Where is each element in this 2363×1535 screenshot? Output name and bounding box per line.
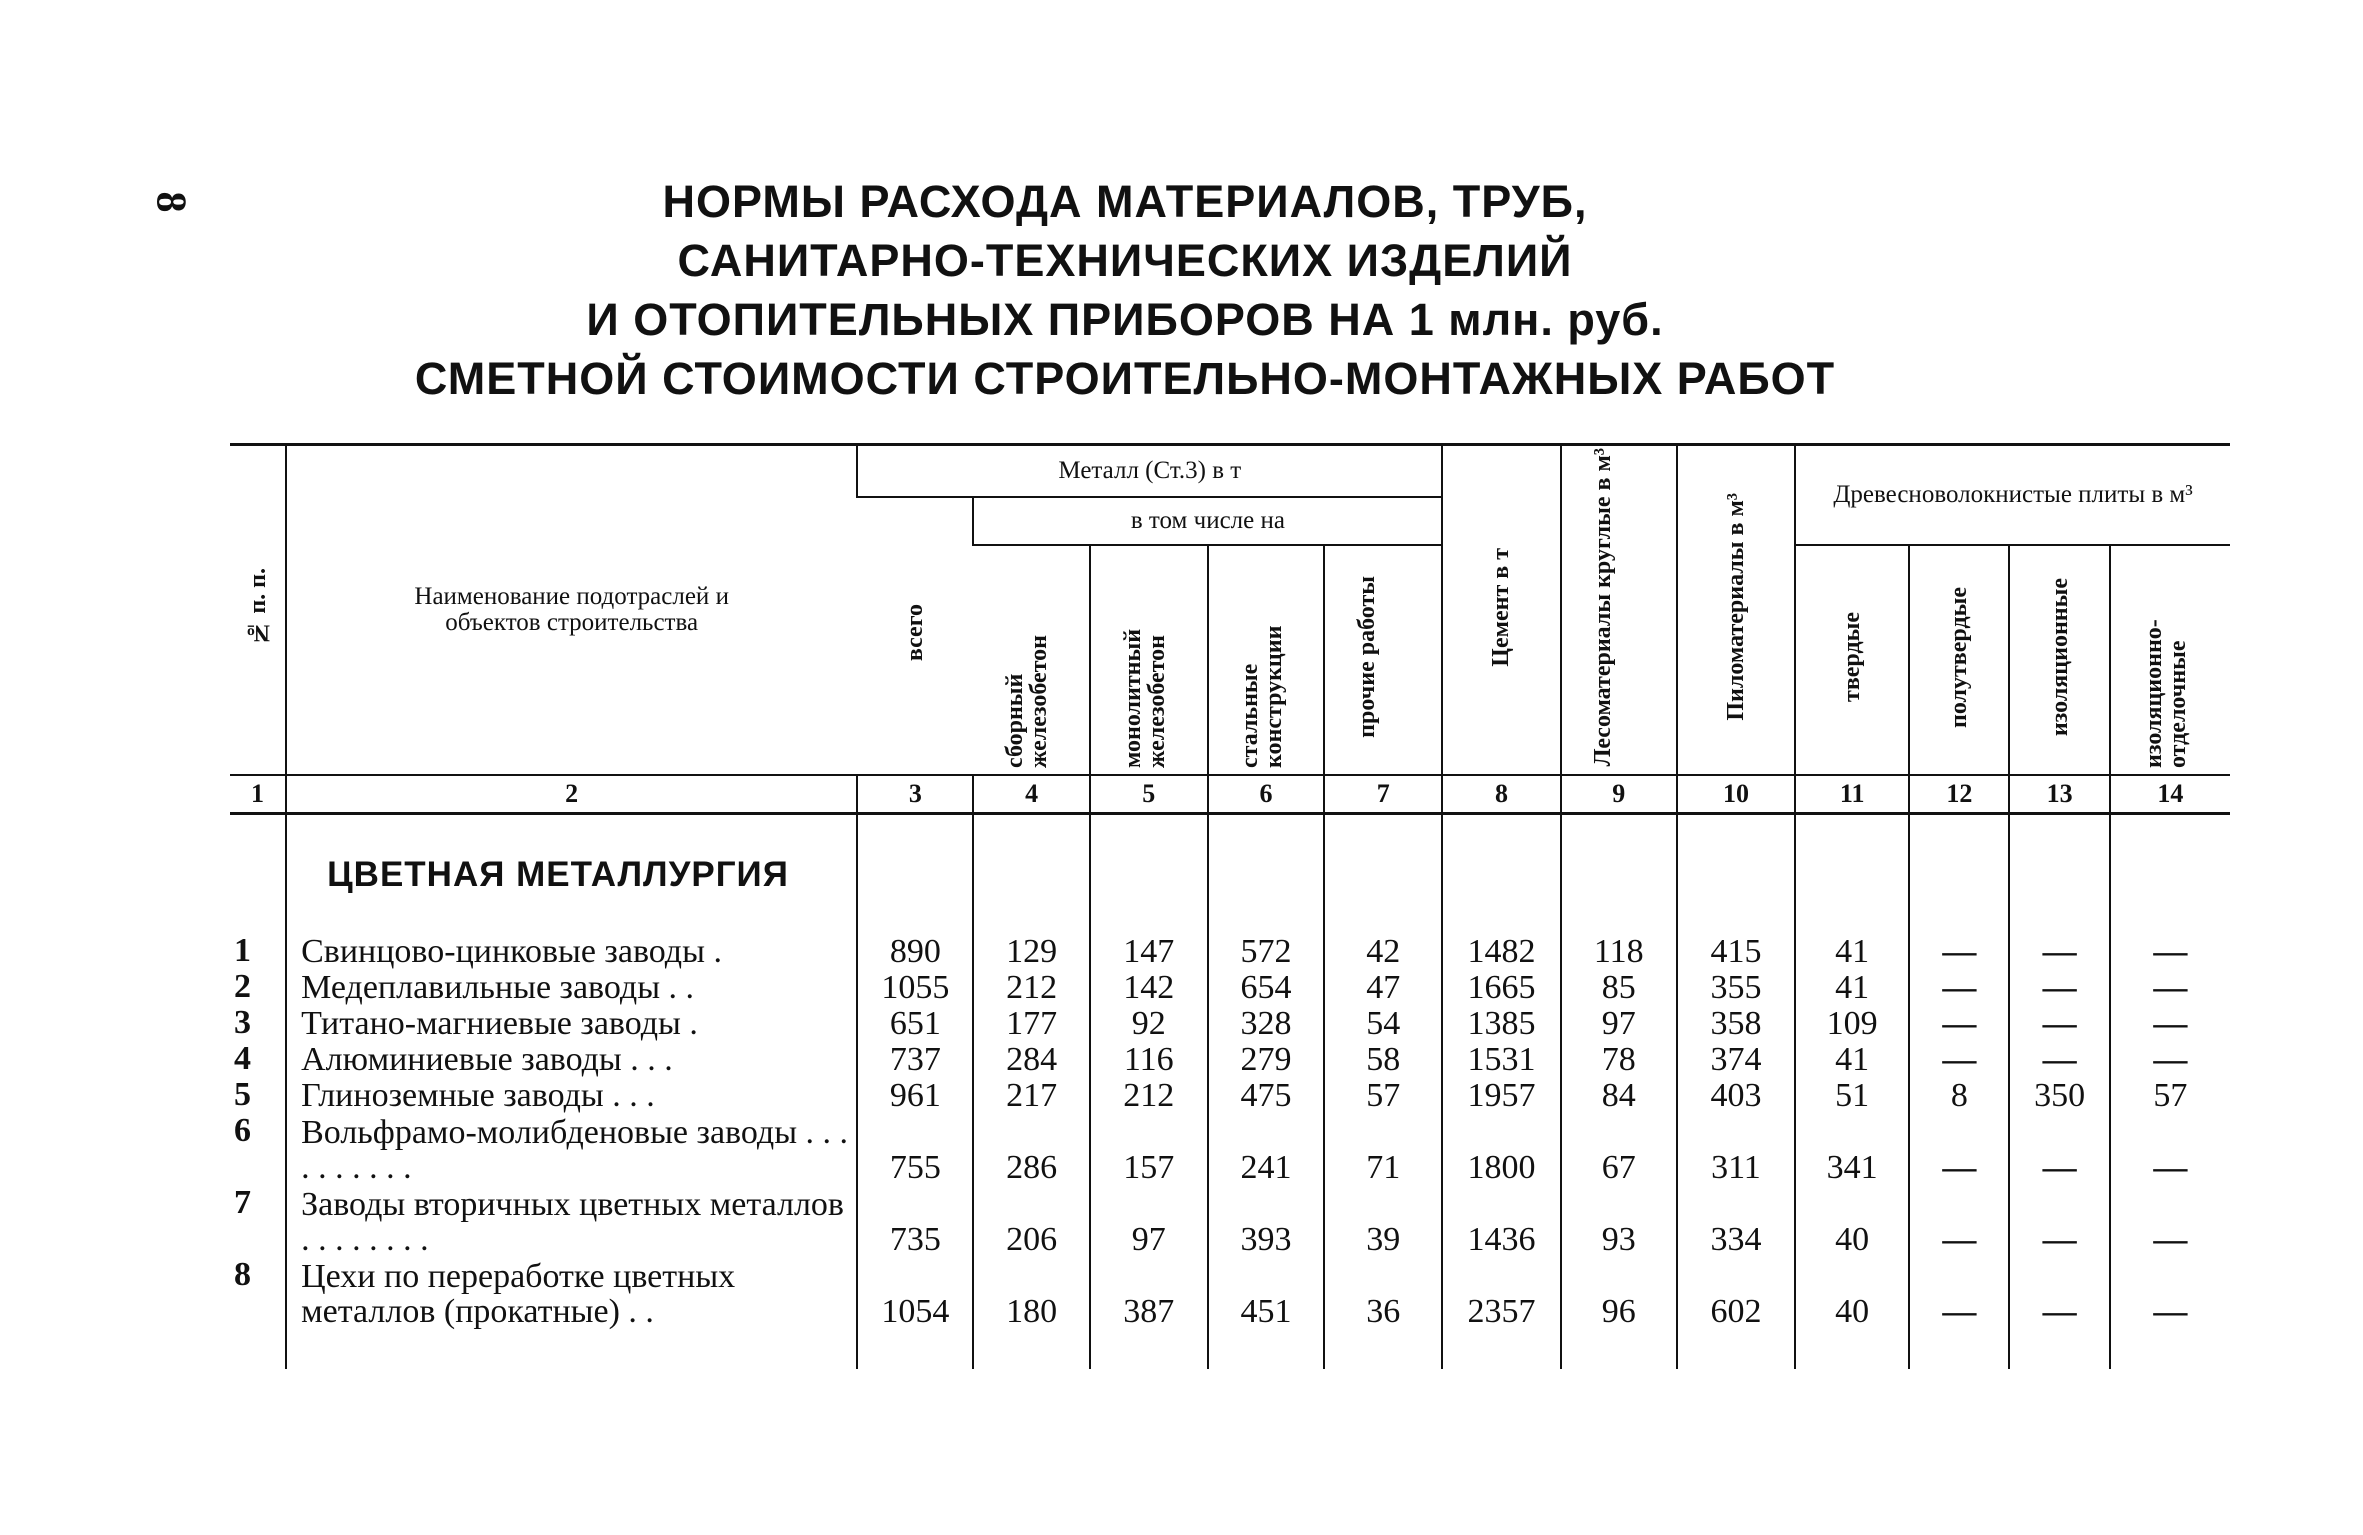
table-cell: 41 bbox=[1795, 933, 1909, 969]
table-cell: 1800 bbox=[1442, 1113, 1560, 1185]
table-cell: 1436 bbox=[1442, 1185, 1560, 1257]
table-cell: 286 bbox=[973, 1113, 1089, 1185]
table-cell: 1385 bbox=[1442, 1005, 1560, 1041]
table-cell: 40 bbox=[1795, 1257, 1909, 1329]
header-other: прочие работы bbox=[1324, 545, 1442, 775]
table-cell: — bbox=[2009, 1185, 2109, 1257]
section-title: ЦВЕТНАЯ МЕТАЛЛУРГИЯ bbox=[286, 814, 857, 934]
title-line: САНИТАРНО-ТЕХНИЧЕСКИХ ИЗДЕЛИЙ bbox=[677, 235, 1573, 286]
table-cell: 334 bbox=[1677, 1185, 1795, 1257]
table-row bbox=[230, 1257, 2230, 1329]
spacer-cell bbox=[1561, 1329, 1677, 1369]
row-number: 1 bbox=[234, 932, 251, 969]
table-cell: 735 bbox=[857, 1185, 973, 1257]
table-cell: 36 bbox=[1324, 1257, 1442, 1329]
spacer-cell bbox=[2009, 1329, 2109, 1369]
column-number: 12 bbox=[1909, 775, 2009, 814]
table-cell: — bbox=[1909, 933, 2009, 969]
table-cell: — bbox=[2009, 1257, 2109, 1329]
table-cell: 116 bbox=[1090, 1041, 1208, 1077]
table-cell: 180 bbox=[973, 1257, 1089, 1329]
table-row bbox=[230, 969, 2230, 1005]
table-cell: 2357 bbox=[1442, 1257, 1560, 1329]
table-cell: 41 bbox=[1795, 1041, 1909, 1077]
spacer-cell bbox=[286, 1329, 857, 1369]
header-metal-group: Металл (Ст.3) в т bbox=[857, 445, 1442, 498]
spacer-cell bbox=[1208, 1329, 1324, 1369]
table-cell: 890 bbox=[857, 933, 973, 969]
row-number: 6 bbox=[234, 1112, 251, 1149]
table-cell: 109 bbox=[1795, 1005, 1909, 1041]
row-name: Алюминиевые заводы . . . bbox=[286, 1041, 857, 1077]
row-name: Глиноземные заводы . . . bbox=[286, 1077, 857, 1113]
header-insul-fin: изоляционно-отделочные bbox=[2110, 545, 2230, 775]
table-cell: 1054 bbox=[857, 1257, 973, 1329]
table-cell: 67 bbox=[1561, 1113, 1677, 1185]
table-cell: 96 bbox=[1561, 1257, 1677, 1329]
column-number: 8 bbox=[1442, 775, 1560, 814]
table-cell: 212 bbox=[973, 969, 1089, 1005]
table-cell: 93 bbox=[1561, 1185, 1677, 1257]
column-number: 10 bbox=[1677, 775, 1795, 814]
table-cell: 217 bbox=[973, 1077, 1089, 1113]
table-cell: 284 bbox=[973, 1041, 1089, 1077]
spacer-cell bbox=[857, 1329, 973, 1369]
header-metal-sub: в том числе на bbox=[973, 497, 1442, 545]
table-cell: — bbox=[2009, 933, 2109, 969]
table-cell: 71 bbox=[1324, 1113, 1442, 1185]
table-cell: 157 bbox=[1090, 1113, 1208, 1185]
column-number: 6 bbox=[1208, 775, 1324, 814]
spacer-cell bbox=[230, 1329, 286, 1369]
table-cell: 212 bbox=[1090, 1077, 1208, 1113]
row-name: Цехи по переработке цветных металлов (прокатные) . . bbox=[286, 1257, 857, 1329]
table-row bbox=[230, 1185, 2230, 1257]
spacer-cell bbox=[1795, 1329, 1909, 1369]
table-cell: 40 bbox=[1795, 1185, 1909, 1257]
table-cell: — bbox=[2009, 1005, 2109, 1041]
column-number: 2 bbox=[286, 775, 857, 814]
table-cell: 1665 bbox=[1442, 969, 1560, 1005]
spacer-cell bbox=[973, 1329, 1089, 1369]
table-cell: 97 bbox=[1090, 1185, 1208, 1257]
title-line: СМЕТНОЙ СТОИМОСТИ СТРОИТЕЛЬНО-МОНТАЖНЫХ РАБОТ bbox=[414, 353, 1836, 404]
row-number: 3 bbox=[234, 1004, 251, 1041]
row-number: 7 bbox=[234, 1184, 251, 1221]
table-row bbox=[230, 1113, 2230, 1185]
table-cell: 341 bbox=[1795, 1113, 1909, 1185]
header-precast: сборный железобетон bbox=[1002, 635, 1053, 768]
table-cell: 129 bbox=[973, 933, 1089, 969]
table-cell: — bbox=[2009, 1041, 2109, 1077]
table-cell: 415 bbox=[1677, 933, 1795, 969]
row-name: Титано-магниевые заводы . bbox=[286, 1005, 857, 1041]
table-cell: 755 bbox=[857, 1113, 973, 1185]
header-total: всего bbox=[901, 604, 928, 662]
column-number: 9 bbox=[1561, 775, 1677, 814]
column-number: 1 bbox=[230, 775, 286, 814]
table-cell: 393 bbox=[1208, 1185, 1324, 1257]
header-fiberboard-group: Древесноволокнистые плиты в м³ bbox=[1795, 445, 2230, 546]
spacer-cell bbox=[1324, 1329, 1442, 1369]
table-cell: — bbox=[2110, 933, 2230, 969]
column-number: 3 bbox=[857, 775, 973, 814]
table-cell: — bbox=[1909, 1185, 2009, 1257]
table-cell: 42 bbox=[1324, 933, 1442, 969]
table-cell: 241 bbox=[1208, 1113, 1324, 1185]
table-cell: 84 bbox=[1561, 1077, 1677, 1113]
table-cell: 961 bbox=[857, 1077, 973, 1113]
table-cell: 475 bbox=[1208, 1077, 1324, 1113]
title-line: НОРМЫ РАСХОДА МАТЕРИАЛОВ, ТРУБ, bbox=[662, 176, 1588, 227]
table-cell: 1531 bbox=[1442, 1041, 1560, 1077]
norms-table-container bbox=[230, 443, 2230, 1369]
table-cell: — bbox=[1909, 969, 2009, 1005]
table-cell: 1957 bbox=[1442, 1077, 1560, 1113]
spacer-cell bbox=[1677, 1329, 1795, 1369]
table-cell: 118 bbox=[1561, 933, 1677, 969]
column-number: 5 bbox=[1090, 775, 1208, 814]
table-cell: 97 bbox=[1561, 1005, 1677, 1041]
table-body bbox=[230, 814, 2230, 1370]
table-cell: — bbox=[2110, 1005, 2230, 1041]
table-cell: 654 bbox=[1208, 969, 1324, 1005]
table-cell: 8 bbox=[1909, 1077, 2009, 1113]
spacer-cell bbox=[1442, 1329, 1560, 1369]
table-cell: 602 bbox=[1677, 1257, 1795, 1329]
header-hard: твердые bbox=[1795, 545, 1909, 775]
document-title bbox=[300, 172, 1950, 408]
header-no: № п. п. bbox=[244, 568, 271, 646]
norms-table bbox=[230, 443, 2230, 1369]
table-cell: — bbox=[2110, 1185, 2230, 1257]
table-cell: 1482 bbox=[1442, 933, 1560, 969]
table-cell: 39 bbox=[1324, 1185, 1442, 1257]
header-name: Наименование подотраслей и объектов строительства bbox=[286, 445, 857, 776]
row-number: 4 bbox=[234, 1040, 251, 1077]
section-row bbox=[230, 814, 2230, 934]
table-cell: 358 bbox=[1677, 1005, 1795, 1041]
table-cell: 387 bbox=[1090, 1257, 1208, 1329]
table-cell: — bbox=[1909, 1257, 2009, 1329]
header-cement: Цемент в т bbox=[1442, 445, 1560, 776]
header-round-timber: Лесоматериалы круглые в м³ bbox=[1561, 445, 1677, 776]
row-number: 5 bbox=[234, 1076, 251, 1113]
table-cell: 1055 bbox=[857, 969, 973, 1005]
column-number: 4 bbox=[973, 775, 1089, 814]
spacer-cell bbox=[2110, 1329, 2230, 1369]
table-cell: 78 bbox=[1561, 1041, 1677, 1077]
column-number: 13 bbox=[2009, 775, 2109, 814]
table-cell: 206 bbox=[973, 1185, 1089, 1257]
table-cell: 41 bbox=[1795, 969, 1909, 1005]
title-line: И ОТОПИТЕЛЬНЫХ ПРИБОРОВ НА 1 млн. руб. bbox=[586, 294, 1664, 345]
header-insul: изоляционные bbox=[2009, 545, 2109, 775]
header-monolith: монолитный железобетон bbox=[1090, 545, 1208, 775]
table-bottom-spacer bbox=[230, 1329, 2230, 1369]
table-cell: 92 bbox=[1090, 1005, 1208, 1041]
column-number: 14 bbox=[2110, 775, 2230, 814]
table-cell: 51 bbox=[1795, 1077, 1909, 1113]
table-row bbox=[230, 1077, 2230, 1113]
spacer-cell bbox=[1090, 1329, 1208, 1369]
column-number: 11 bbox=[1795, 775, 1909, 814]
table-cell: 58 bbox=[1324, 1041, 1442, 1077]
table-cell: 374 bbox=[1677, 1041, 1795, 1077]
table-cell: 47 bbox=[1324, 969, 1442, 1005]
table-cell: — bbox=[2009, 1113, 2109, 1185]
table-cell: — bbox=[1909, 1113, 2009, 1185]
table-cell: — bbox=[2110, 1113, 2230, 1185]
table-cell: 57 bbox=[1324, 1077, 1442, 1113]
table-cell: 311 bbox=[1677, 1113, 1795, 1185]
table-cell: 350 bbox=[2009, 1077, 2109, 1113]
row-number: 8 bbox=[234, 1256, 251, 1293]
table-cell: 177 bbox=[973, 1005, 1089, 1041]
table-cell: — bbox=[2110, 1041, 2230, 1077]
table-cell: 651 bbox=[857, 1005, 973, 1041]
table-cell: — bbox=[2110, 969, 2230, 1005]
table-cell: 142 bbox=[1090, 969, 1208, 1005]
table-cell: — bbox=[2110, 1257, 2230, 1329]
table-cell: 328 bbox=[1208, 1005, 1324, 1041]
row-name: Медеплавильные заводы . . bbox=[286, 969, 857, 1005]
table-cell: 85 bbox=[1561, 969, 1677, 1005]
table-cell: — bbox=[1909, 1005, 2009, 1041]
table-cell: 451 bbox=[1208, 1257, 1324, 1329]
table-row bbox=[230, 933, 2230, 969]
table-cell: 737 bbox=[857, 1041, 973, 1077]
row-name: Свинцово-цинковые заводы . bbox=[286, 933, 857, 969]
table-cell: — bbox=[1909, 1041, 2009, 1077]
table-cell: 355 bbox=[1677, 969, 1795, 1005]
table-cell: 54 bbox=[1324, 1005, 1442, 1041]
row-name: Заводы вторичных цветных металлов . . . . . . . . bbox=[286, 1185, 857, 1257]
column-number: 7 bbox=[1324, 775, 1442, 814]
header-semi: полутвердые bbox=[1909, 545, 2009, 775]
table-cell: 57 bbox=[2110, 1077, 2230, 1113]
table-row bbox=[230, 1041, 2230, 1077]
header-sawn-timber: Пиломатериалы в м³ bbox=[1677, 445, 1795, 776]
row-number: 2 bbox=[234, 968, 251, 1005]
table-cell: — bbox=[2009, 969, 2109, 1005]
table-cell: 403 bbox=[1677, 1077, 1795, 1113]
spacer-cell bbox=[1909, 1329, 2009, 1369]
table-cell: 147 bbox=[1090, 933, 1208, 969]
row-name: Вольфрамо-молибденовые заводы . . . . . . . . . . bbox=[286, 1113, 857, 1185]
table-cell: 279 bbox=[1208, 1041, 1324, 1077]
header-steel: стальные конструкции bbox=[1208, 545, 1324, 775]
table-cell: 572 bbox=[1208, 933, 1324, 969]
page-number: 8 bbox=[147, 191, 194, 213]
table-row bbox=[230, 1005, 2230, 1041]
